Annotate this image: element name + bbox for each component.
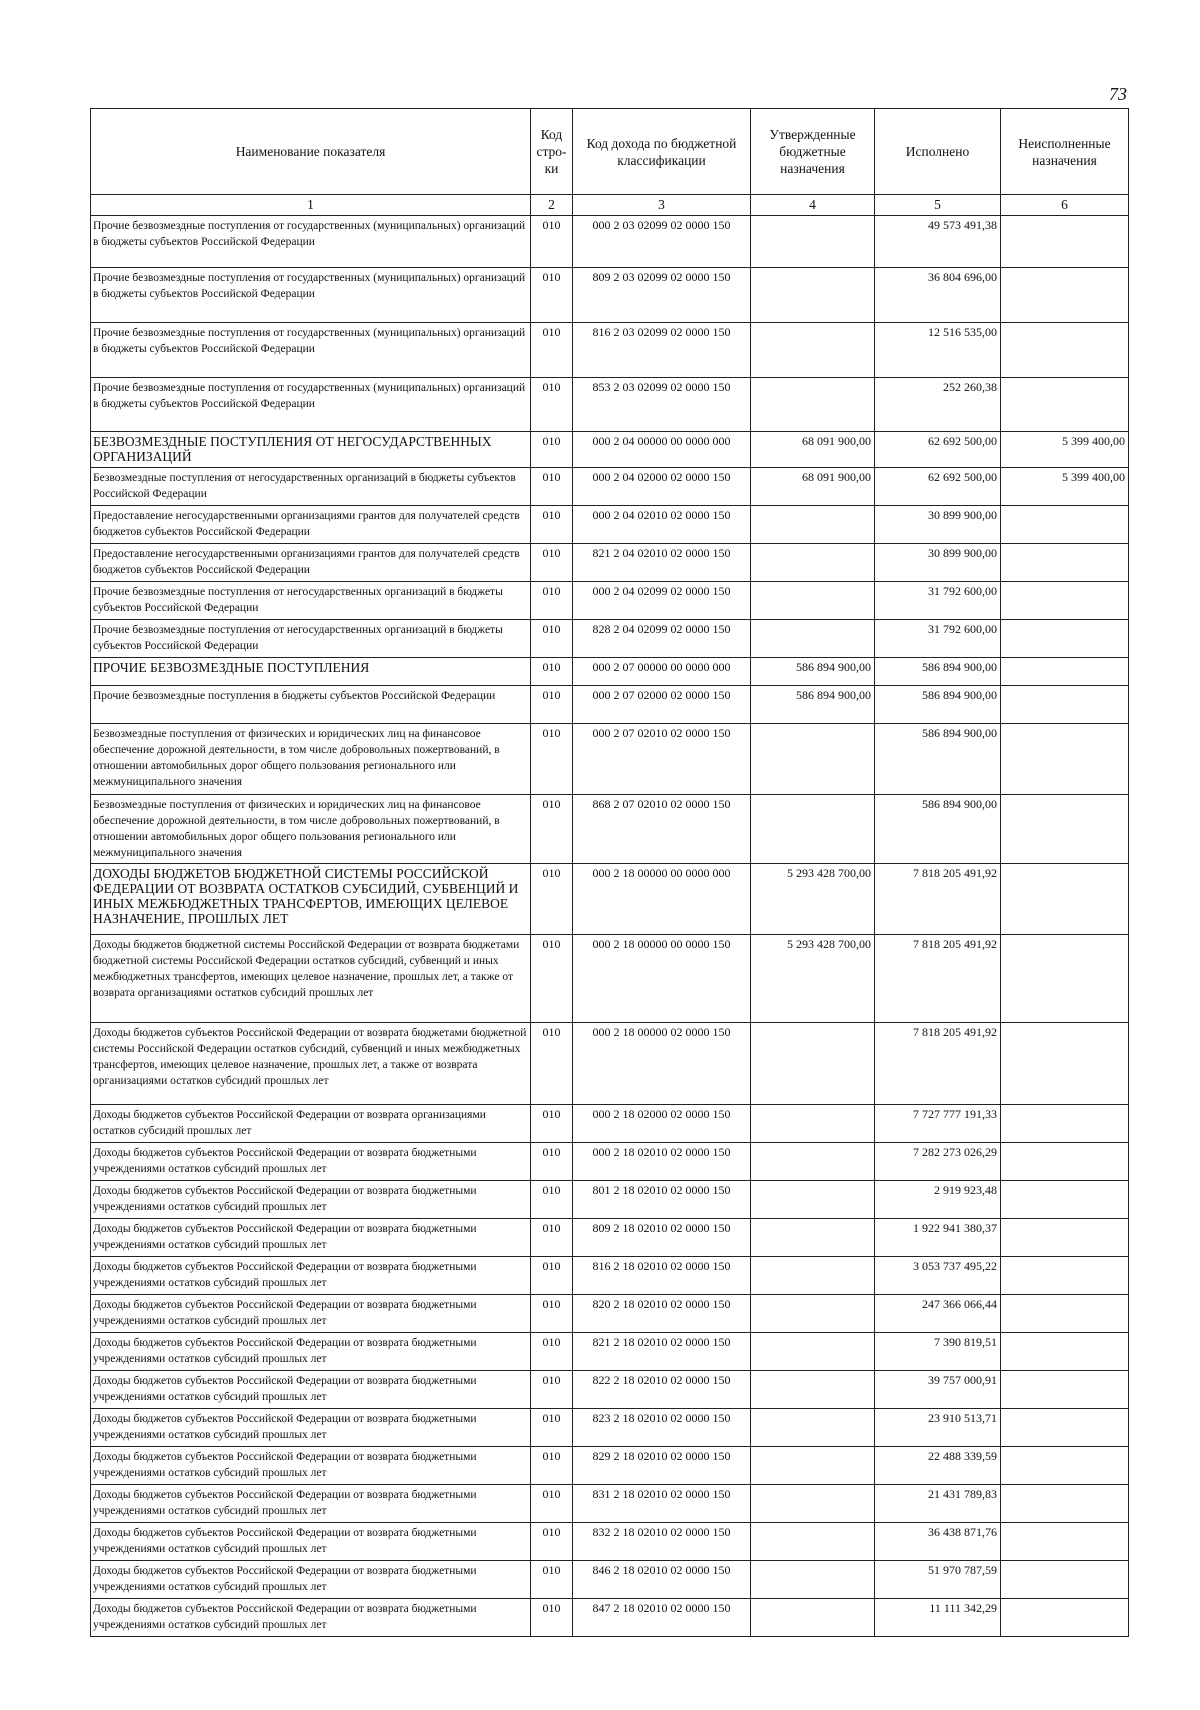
indicator-name-cell: Доходы бюджетов субъектов Российской Федерации от возврата бюджетными учреждениями остатков субсидий прошлых лет [91,1599,531,1637]
executed-amount-cell: 30 899 900,00 [875,506,1001,544]
approved-amount-cell [751,1523,875,1561]
line-code-cell: 010 [531,1561,573,1599]
unexecuted-amount-cell [1001,378,1129,432]
table-row [91,1023,1129,1105]
executed-amount-cell: 2 919 923,48 [875,1181,1001,1219]
unexecuted-amount-cell [1001,864,1129,935]
executed-amount-cell: 39 757 000,91 [875,1371,1001,1409]
table-row [91,724,1129,795]
unexecuted-amount-cell: 5 399 400,00 [1001,432,1129,468]
executed-amount-cell: 62 692 500,00 [875,468,1001,506]
line-code-cell: 010 [531,686,573,724]
income-code-cell: 821 2 04 02010 02 0000 150 [573,544,751,582]
line-code-cell: 010 [531,1447,573,1485]
line-code-cell: 010 [531,935,573,1023]
table-row [91,1599,1129,1637]
approved-amount-cell [751,1295,875,1333]
approved-amount-cell: 5 293 428 700,00 [751,935,875,1023]
unexecuted-amount-cell [1001,1295,1129,1333]
income-code-cell: 801 2 18 02010 02 0000 150 [573,1181,751,1219]
executed-amount-cell: 23 910 513,71 [875,1409,1001,1447]
executed-amount-cell: 7 818 205 491,92 [875,864,1001,935]
line-code-cell: 010 [531,1523,573,1561]
indicator-name-cell: Доходы бюджетов субъектов Российской Федерации от возврата бюджетными учреждениями остатков субсидий прошлых лет [91,1143,531,1181]
table-row [91,1181,1129,1219]
line-code-cell: 010 [531,1143,573,1181]
unexecuted-amount-cell [1001,724,1129,795]
executed-amount-cell: 30 899 900,00 [875,544,1001,582]
indicator-name-cell: Доходы бюджетов субъектов Российской Федерации от возврата бюджетными учреждениями остатков субсидий прошлых лет [91,1333,531,1371]
table-body [91,216,1129,1637]
table-row [91,1333,1129,1371]
table-row [91,686,1129,724]
header-line-code: Код стро-ки [531,109,573,195]
approved-amount-cell [751,1023,875,1105]
table-row [91,544,1129,582]
line-code-cell: 010 [531,506,573,544]
unexecuted-amount-cell [1001,1485,1129,1523]
table-row [91,1105,1129,1143]
table-row [91,1295,1129,1333]
unexecuted-amount-cell [1001,268,1129,323]
unexecuted-amount-cell [1001,620,1129,658]
approved-amount-cell [751,620,875,658]
indicator-name-cell: Прочие безвозмездные поступления от негосударственных организаций в бюджеты субъектов Российской Федерации [91,582,531,620]
approved-amount-cell [751,1257,875,1295]
income-code-cell: 809 2 03 02099 02 0000 150 [573,268,751,323]
unexecuted-amount-cell [1001,935,1129,1023]
income-code-cell: 000 2 18 00000 00 0000 150 [573,935,751,1023]
unexecuted-amount-cell [1001,216,1129,268]
executed-amount-cell: 7 727 777 191,33 [875,1105,1001,1143]
unexecuted-amount-cell: 5 399 400,00 [1001,468,1129,506]
income-code-cell: 853 2 03 02099 02 0000 150 [573,378,751,432]
approved-amount-cell: 68 091 900,00 [751,432,875,468]
executed-amount-cell: 21 431 789,83 [875,1485,1001,1523]
unexecuted-amount-cell [1001,1143,1129,1181]
unexecuted-amount-cell [1001,1023,1129,1105]
table-row [91,323,1129,378]
executed-amount-cell: 247 366 066,44 [875,1295,1001,1333]
indicator-name-cell: Безвозмездные поступления от физических и юридических лиц на финансовое обеспечение дорожной деятельности, в том числе добровольных пожертвований, в отношении автомобильных дорог общего пользования регионального или межмуниципального значения [91,724,531,795]
executed-amount-cell: 252 260,38 [875,378,1001,432]
unexecuted-amount-cell [1001,1371,1129,1409]
executed-amount-cell: 22 488 339,59 [875,1447,1001,1485]
line-code-cell: 010 [531,1371,573,1409]
unexecuted-amount-cell [1001,795,1129,864]
line-code-cell: 010 [531,795,573,864]
income-code-cell: 846 2 18 02010 02 0000 150 [573,1561,751,1599]
indicator-name-cell: Доходы бюджетов субъектов Российской Федерации от возврата бюджетными учреждениями остатков субсидий прошлых лет [91,1295,531,1333]
approved-amount-cell [751,1409,875,1447]
column-number: 4 [751,195,875,216]
table-row [91,795,1129,864]
header-executed: Исполнено [875,109,1001,195]
income-code-cell: 831 2 18 02010 02 0000 150 [573,1485,751,1523]
column-number: 1 [91,195,531,216]
unexecuted-amount-cell [1001,1523,1129,1561]
approved-amount-cell: 586 894 900,00 [751,686,875,724]
approved-amount-cell [751,1105,875,1143]
income-code-cell: 832 2 18 02010 02 0000 150 [573,1523,751,1561]
income-code-cell: 816 2 03 02099 02 0000 150 [573,323,751,378]
line-code-cell: 010 [531,378,573,432]
income-code-cell: 823 2 18 02010 02 0000 150 [573,1409,751,1447]
unexecuted-amount-cell [1001,1219,1129,1257]
column-number: 3 [573,195,751,216]
table-row [91,1561,1129,1599]
approved-amount-cell [751,582,875,620]
unexecuted-amount-cell [1001,506,1129,544]
income-code-cell: 000 2 04 00000 00 0000 000 [573,432,751,468]
executed-amount-cell: 7 818 205 491,92 [875,1023,1001,1105]
indicator-name-cell: Доходы бюджетов субъектов Российской Федерации от возврата бюджетными учреждениями остатков субсидий прошлых лет [91,1371,531,1409]
line-code-cell: 010 [531,1257,573,1295]
executed-amount-cell: 36 804 696,00 [875,268,1001,323]
income-code-cell: 000 2 04 02010 02 0000 150 [573,506,751,544]
income-code-cell: 000 2 18 00000 00 0000 000 [573,864,751,935]
executed-amount-cell: 7 818 205 491,92 [875,935,1001,1023]
indicator-name-cell: Доходы бюджетов субъектов Российской Федерации от возврата бюджетными учреждениями остатков субсидий прошлых лет [91,1219,531,1257]
indicator-name-cell: Прочие безвозмездные поступления от государственных (муниципальных) организаций в бюджеты субъектов Российской Федерации [91,216,531,268]
income-code-cell: 000 2 18 02010 02 0000 150 [573,1143,751,1181]
line-code-cell: 010 [531,1295,573,1333]
unexecuted-amount-cell [1001,1257,1129,1295]
approved-amount-cell [751,1447,875,1485]
indicator-name-cell: Доходы бюджетов субъектов Российской Федерации от возврата бюджетными учреждениями остатков субсидий прошлых лет [91,1257,531,1295]
line-code-cell: 010 [531,582,573,620]
approved-amount-cell [751,544,875,582]
line-code-cell: 010 [531,268,573,323]
income-code-cell: 000 2 07 02000 02 0000 150 [573,686,751,724]
indicator-name-cell: Прочие безвозмездные поступления от негосударственных организаций в бюджеты субъектов Российской Федерации [91,620,531,658]
line-code-cell: 010 [531,1409,573,1447]
indicator-name-cell: Доходы бюджетов субъектов Российской Федерации от возврата бюджетными учреждениями остатков субсидий прошлых лет [91,1409,531,1447]
income-code-cell: 868 2 07 02010 02 0000 150 [573,795,751,864]
line-code-cell: 010 [531,1333,573,1371]
table-row [91,216,1129,268]
approved-amount-cell [751,1219,875,1257]
executed-amount-cell: 586 894 900,00 [875,795,1001,864]
indicator-name-cell: Доходы бюджетов субъектов Российской Федерации от возврата бюджетными учреждениями остатков субсидий прошлых лет [91,1523,531,1561]
line-code-cell: 010 [531,432,573,468]
line-code-cell: 010 [531,1023,573,1105]
indicator-name-cell: БЕЗВОЗМЕЗДНЫЕ ПОСТУПЛЕНИЯ ОТ НЕГОСУДАРСТВЕННЫХ ОРГАНИЗАЦИЙ [91,432,531,468]
header-approved: Утвержденные бюджетные назначения [751,109,875,195]
table-row [91,268,1129,323]
table-row [91,1523,1129,1561]
income-code-cell: 822 2 18 02010 02 0000 150 [573,1371,751,1409]
income-code-cell: 000 2 04 02099 02 0000 150 [573,582,751,620]
table-row [91,658,1129,686]
executed-amount-cell: 586 894 900,00 [875,658,1001,686]
line-code-cell: 010 [531,864,573,935]
column-number: 6 [1001,195,1129,216]
line-code-cell: 010 [531,1219,573,1257]
header-indicator-name: Наименование показателя [91,109,531,195]
indicator-name-cell: Доходы бюджетов субъектов Российской Федерации от возврата бюджетными учреждениями остатков субсидий прошлых лет [91,1447,531,1485]
indicator-name-cell: Безвозмездные поступления от физических и юридических лиц на финансовое обеспечение дорожной деятельности, в том числе добровольных пожертвований, в отношении автомобильных дорог общего пользования регионального или межмуниципального значения [91,795,531,864]
table-row [91,432,1129,468]
line-code-cell: 010 [531,1485,573,1523]
table-row [91,1447,1129,1485]
approved-amount-cell [751,268,875,323]
income-code-cell: 816 2 18 02010 02 0000 150 [573,1257,751,1295]
approved-amount-cell [751,1561,875,1599]
executed-amount-cell: 3 053 737 495,22 [875,1257,1001,1295]
executed-amount-cell: 1 922 941 380,37 [875,1219,1001,1257]
unexecuted-amount-cell [1001,1599,1129,1637]
approved-amount-cell [751,795,875,864]
approved-amount-cell [751,724,875,795]
table-row [91,506,1129,544]
table-row [91,864,1129,935]
header-unexecuted: Неисполненные назначения [1001,109,1129,195]
income-code-cell: 821 2 18 02010 02 0000 150 [573,1333,751,1371]
table-row [91,620,1129,658]
indicator-name-cell: Предоставление негосударственными организациями грантов для получателей средств бюджетов субъектов Российской Федерации [91,506,531,544]
line-code-cell: 010 [531,620,573,658]
indicator-name-cell: ПРОЧИЕ БЕЗВОЗМЕЗДНЫЕ ПОСТУПЛЕНИЯ [91,658,531,686]
header-income-code: Код дохода по бюджетной классификации [573,109,751,195]
unexecuted-amount-cell [1001,1447,1129,1485]
income-code-cell: 000 2 18 02000 02 0000 150 [573,1105,751,1143]
indicator-name-cell: Безвозмездные поступления от негосударственных организаций в бюджеты субъектов Российской Федерации [91,468,531,506]
table-row [91,468,1129,506]
table-row [91,1143,1129,1181]
unexecuted-amount-cell [1001,1409,1129,1447]
unexecuted-amount-cell [1001,1561,1129,1599]
income-code-cell: 847 2 18 02010 02 0000 150 [573,1599,751,1637]
table-row [91,378,1129,432]
executed-amount-cell: 31 792 600,00 [875,582,1001,620]
indicator-name-cell: Прочие безвозмездные поступления от государственных (муниципальных) организаций в бюджеты субъектов Российской Федерации [91,378,531,432]
indicator-name-cell: Прочие безвозмездные поступления в бюджеты субъектов Российской Федерации [91,686,531,724]
line-code-cell: 010 [531,1105,573,1143]
unexecuted-amount-cell [1001,1181,1129,1219]
table-row [91,1371,1129,1409]
approved-amount-cell [751,1485,875,1523]
executed-amount-cell: 7 390 819,51 [875,1333,1001,1371]
indicator-name-cell: Прочие безвозмездные поступления от государственных (муниципальных) организаций в бюджеты субъектов Российской Федерации [91,323,531,378]
executed-amount-cell: 31 792 600,00 [875,620,1001,658]
column-number: 5 [875,195,1001,216]
executed-amount-cell: 62 692 500,00 [875,432,1001,468]
table-row [91,935,1129,1023]
table-header-row [91,109,1129,195]
unexecuted-amount-cell [1001,686,1129,724]
line-code-cell: 010 [531,658,573,686]
approved-amount-cell [751,1143,875,1181]
unexecuted-amount-cell [1001,658,1129,686]
unexecuted-amount-cell [1001,323,1129,378]
table-row [91,1485,1129,1523]
line-code-cell: 010 [531,1599,573,1637]
table-row [91,1219,1129,1257]
executed-amount-cell: 51 970 787,59 [875,1561,1001,1599]
line-code-cell: 010 [531,544,573,582]
executed-amount-cell: 49 573 491,38 [875,216,1001,268]
approved-amount-cell [751,506,875,544]
line-code-cell: 010 [531,323,573,378]
income-code-cell: 000 2 03 02099 02 0000 150 [573,216,751,268]
executed-amount-cell: 12 516 535,00 [875,323,1001,378]
executed-amount-cell: 36 438 871,76 [875,1523,1001,1561]
indicator-name-cell: Прочие безвозмездные поступления от государственных (муниципальных) организаций в бюджеты субъектов Российской Федерации [91,268,531,323]
income-code-cell: 000 2 07 00000 00 0000 000 [573,658,751,686]
approved-amount-cell [751,378,875,432]
income-code-cell: 000 2 04 02000 02 0000 150 [573,468,751,506]
column-number: 2 [531,195,573,216]
indicator-name-cell: ДОХОДЫ БЮДЖЕТОВ БЮДЖЕТНОЙ СИСТЕМЫ РОССИЙСКОЙ ФЕДЕРАЦИИ ОТ ВОЗВРАТА ОСТАТКОВ СУБСИДИЙ, СУБВЕНЦИЙ И ИНЫХ МЕЖБЮДЖЕТНЫХ ТРАНСФЕРТОВ, ИМЕЮЩИХ ЦЕЛЕВОЕ НАЗНАЧЕНИЕ, ПРОШЛЫХ ЛЕТ [91,864,531,935]
income-code-cell: 809 2 18 02010 02 0000 150 [573,1219,751,1257]
unexecuted-amount-cell [1001,1333,1129,1371]
indicator-name-cell: Доходы бюджетов субъектов Российской Федерации от возврата бюджетными учреждениями остатков субсидий прошлых лет [91,1485,531,1523]
indicator-name-cell: Доходы бюджетов субъектов Российской Федерации от возврата бюджетными учреждениями остатков субсидий прошлых лет [91,1181,531,1219]
income-code-cell: 820 2 18 02010 02 0000 150 [573,1295,751,1333]
indicator-name-cell: Доходы бюджетов бюджетной системы Российской Федерации от возврата бюджетами бюджетной системы Российской Федерации остатков субсидий, субвенций и иных межбюджетных трансфертов, имеющих целевое назначение, прошлых лет, а также от возврата организациями остатков субсидий прошлых лет [91,935,531,1023]
table-row [91,582,1129,620]
approved-amount-cell [751,1333,875,1371]
approved-amount-cell: 68 091 900,00 [751,468,875,506]
page-number: 73 [1109,84,1127,104]
executed-amount-cell: 11 111 342,29 [875,1599,1001,1637]
column-numbers-row [91,195,1129,216]
executed-amount-cell: 586 894 900,00 [875,686,1001,724]
income-code-cell: 828 2 04 02099 02 0000 150 [573,620,751,658]
indicator-name-cell: Предоставление негосударственными организациями грантов для получателей средств бюджетов субъектов Российской Федерации [91,544,531,582]
table-row [91,1257,1129,1295]
indicator-name-cell: Доходы бюджетов субъектов Российской Федерации от возврата бюджетными учреждениями остатков субсидий прошлых лет [91,1561,531,1599]
line-code-cell: 010 [531,216,573,268]
approved-amount-cell: 5 293 428 700,00 [751,864,875,935]
income-code-cell: 000 2 18 00000 02 0000 150 [573,1023,751,1105]
line-code-cell: 010 [531,468,573,506]
approved-amount-cell: 586 894 900,00 [751,658,875,686]
approved-amount-cell [751,1181,875,1219]
line-code-cell: 010 [531,724,573,795]
indicator-name-cell: Доходы бюджетов субъектов Российской Федерации от возврата организациями остатков субсидий прошлых лет [91,1105,531,1143]
approved-amount-cell [751,323,875,378]
table-row [91,1409,1129,1447]
income-code-cell: 829 2 18 02010 02 0000 150 [573,1447,751,1485]
approved-amount-cell [751,1371,875,1409]
line-code-cell: 010 [531,1181,573,1219]
unexecuted-amount-cell [1001,544,1129,582]
executed-amount-cell: 7 282 273 026,29 [875,1143,1001,1181]
unexecuted-amount-cell [1001,1105,1129,1143]
indicator-name-cell: Доходы бюджетов субъектов Российской Федерации от возврата бюджетами бюджетной системы Российской Федерации остатков субсидий, субвенций и иных межбюджетных трансфертов, имеющих целевое назначение, прошлых лет, а также от возврата организациями остатков субсидий прошлых лет [91,1023,531,1105]
budget-revenue-table [90,108,1129,1637]
income-code-cell: 000 2 07 02010 02 0000 150 [573,724,751,795]
unexecuted-amount-cell [1001,582,1129,620]
approved-amount-cell [751,216,875,268]
executed-amount-cell: 586 894 900,00 [875,724,1001,795]
approved-amount-cell [751,1599,875,1637]
